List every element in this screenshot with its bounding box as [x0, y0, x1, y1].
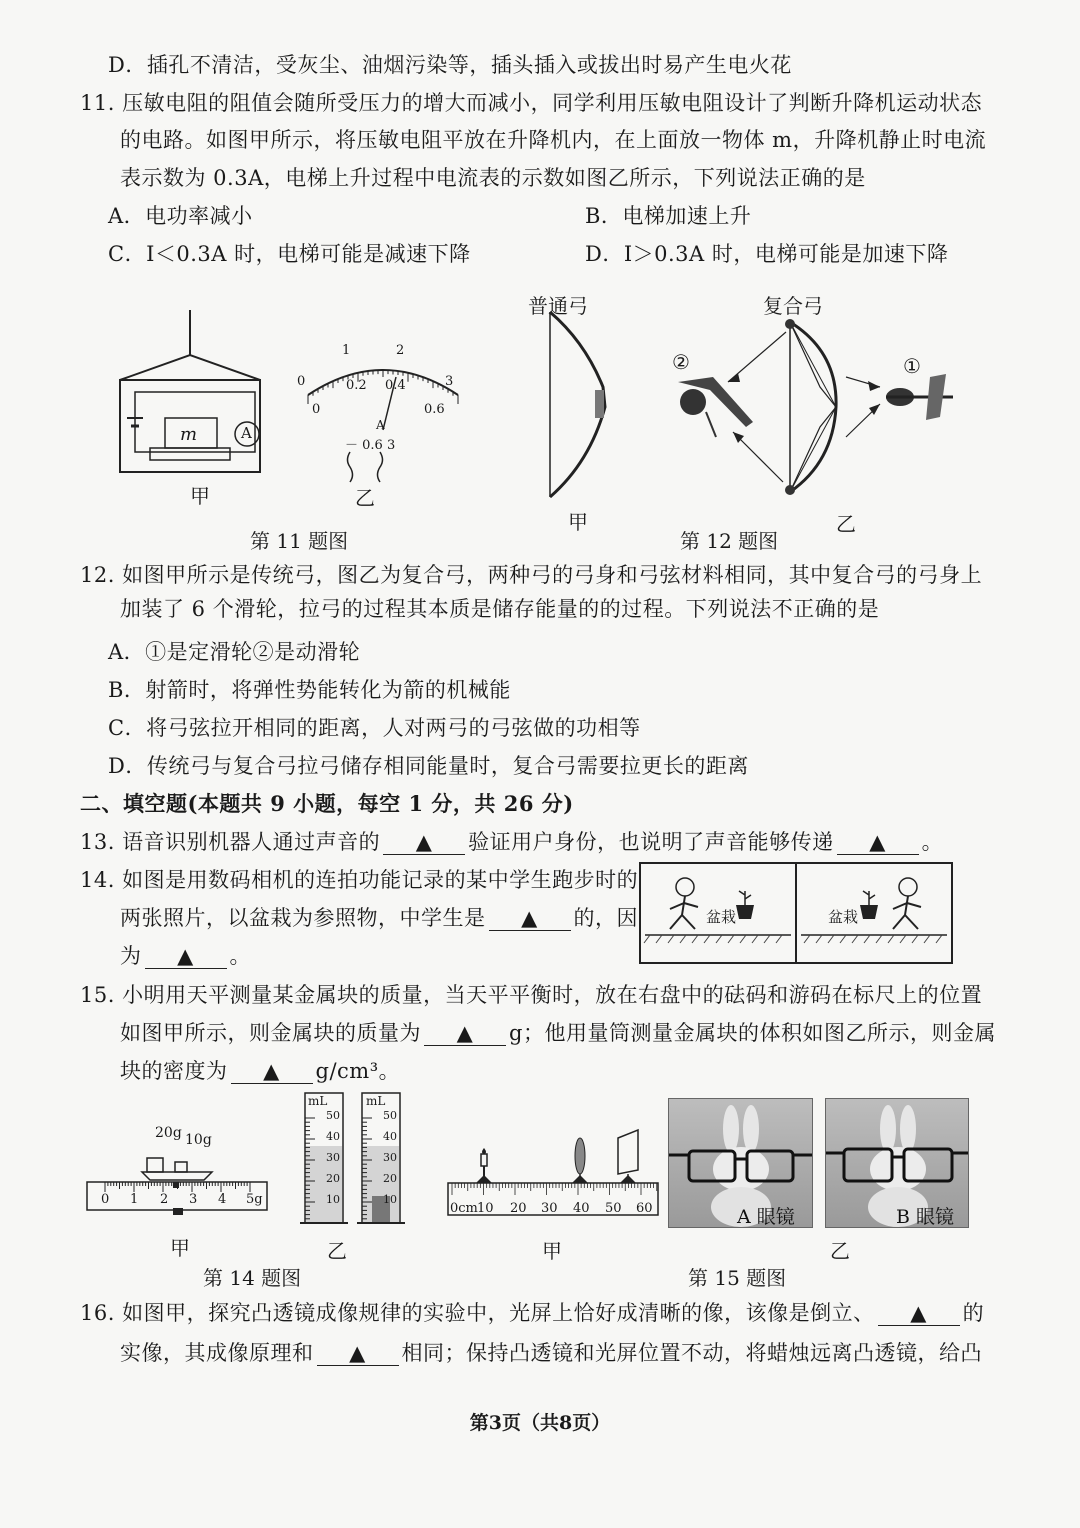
q15-blank-1[interactable]: ▲	[424, 1021, 506, 1046]
pot-label-1: 盆栽	[706, 908, 737, 926]
q12-stem-2: 加装了 6 个滑轮，拉弓的过程其本质是储存能量的的过程。下列说法不正确的是	[120, 597, 880, 621]
balance-scale-3: 3	[189, 1192, 198, 1207]
glasses-photo-a	[668, 1098, 813, 1228]
q15-line-2	[120, 1018, 996, 1048]
q11-stem-1: 压敏电阻的阻值会随所受压力的增大而减小，同学利用压敏电阻设计了判断升降机运动状态	[122, 91, 983, 115]
fig12-jia-label: 甲	[568, 510, 588, 534]
q12-line-1	[80, 560, 982, 590]
q13-part3: 。	[921, 830, 944, 854]
fig11-yi-label: 乙	[355, 486, 375, 510]
q15-text-2a: 如图甲所示，则金属块的质量为	[120, 1021, 421, 1045]
meter-top-0: 0	[297, 374, 306, 389]
bench-scale-0: 0cm	[450, 1201, 478, 1216]
q15-line-1	[80, 980, 982, 1010]
cyl2-40: 40	[383, 1130, 397, 1143]
q15-blank-2[interactable]: ▲	[231, 1059, 313, 1084]
cyl1-40: 40	[326, 1130, 340, 1143]
q16-text-2b: 相同；保持凸透镜和光屏位置不动，将蜡烛远离凸透镜，给凸	[401, 1341, 982, 1365]
bench-scale-60: 60	[636, 1201, 653, 1216]
q11-line-1	[80, 88, 982, 118]
q15-line-3	[120, 1056, 400, 1086]
q15-text-3b: g/cm³。	[315, 1059, 401, 1083]
cyl1-30: 30	[326, 1151, 340, 1164]
q12-option-a: A．①是定滑轮②是动滑轮	[108, 640, 361, 664]
q16-text-1b: 的	[962, 1301, 985, 1325]
meter-top-3: 3	[445, 374, 454, 389]
fig12-caption: 第 12 题图	[680, 529, 779, 553]
cyl1-20: 20	[326, 1172, 340, 1185]
weight-20g: 20g	[155, 1125, 182, 1141]
normal-bow-drawing	[545, 312, 615, 502]
q12-number: 12.	[80, 563, 115, 587]
cyl2-50: 50	[383, 1109, 397, 1122]
q14-blank-2[interactable]: ▲	[145, 944, 227, 969]
glasses-a-label: A 眼镜	[737, 1206, 795, 1228]
glasses-b-label: B 眼镜	[896, 1206, 955, 1228]
q13-part1: 语音识别机器人通过声音的	[122, 830, 381, 854]
q16-text-2a: 实像，其成像原理和	[120, 1341, 314, 1365]
q15-text-1: 小明用天平测量某金属块的质量，当天平平衡时，放在右盘中的砝码和游码在标尺上的位置	[122, 983, 983, 1007]
q14-blank-1[interactable]: ▲	[489, 906, 571, 931]
q12-option-d: D．传统弓与复合弓拉弓储存相同能量时，复合弓需要拉更长的距离	[108, 754, 749, 778]
meter-wires	[345, 452, 395, 482]
q13-line	[80, 827, 943, 857]
meter-terminals: － 0.6 3	[345, 438, 396, 453]
bench-scale-50: 50	[605, 1201, 622, 1216]
meter-bottom-04: 0.4	[385, 378, 406, 393]
cyl2-20: 20	[383, 1172, 397, 1185]
q16-text-1a: 如图甲，探究凸透镜成像规律的实验中，光屏上恰好成清晰的像，该像是倒立、	[122, 1301, 875, 1325]
balance-scale-4: 4	[218, 1192, 227, 1207]
pot-label-2: 盆栽	[828, 908, 859, 926]
q11-option-d: D．I＞0.3A 时，电梯可能是加速下降	[585, 242, 949, 266]
q15-number: 15.	[80, 983, 115, 1007]
fig15-yi-label: 乙	[830, 1239, 850, 1263]
q12-option-b: B．射箭时，将弹性势能转化为箭的机械能	[108, 678, 511, 702]
q12-stem-1: 如图甲所示是传统弓，图乙为复合弓，两种弓的弓身和弓弦材料相同，其中复合弓的弓身上	[122, 563, 983, 587]
fig14-jia-label: 甲	[170, 1236, 190, 1260]
balance-scale-figure	[87, 1140, 272, 1215]
q14-line-1	[80, 865, 638, 895]
glasses-photo-b	[825, 1098, 969, 1228]
q14-text-1: 如图是用数码相机的连拍功能记录的某中学生跑步时的	[122, 868, 639, 892]
fig14-yi-label: 乙	[327, 1239, 347, 1263]
fig15-caption: 第 15 题图	[688, 1266, 787, 1290]
balance-scale-1: 1	[130, 1192, 139, 1207]
q14-line-2	[120, 903, 638, 933]
fig14-caption: 第 14 题图	[203, 1266, 302, 1290]
q16-number: 16.	[80, 1301, 115, 1325]
compound-bow-label: 复合弓	[763, 294, 823, 318]
section-2-title: 二、填空题(本题共 9 小题，每空 1 分，共 26 分)	[80, 791, 574, 816]
cylinder2-unit: mL	[366, 1094, 386, 1108]
q11-option-c: C．I＜0.3A 时，电梯可能是减速下降	[108, 242, 471, 266]
meter-bottom-02: 0.2	[346, 378, 367, 393]
meter-top-1: 1	[342, 343, 351, 358]
cyl1-10: 10	[326, 1193, 340, 1206]
q14-text-3a: 为	[120, 944, 142, 968]
weight-10g: 10g	[185, 1132, 212, 1148]
runner-photos	[640, 863, 952, 963]
pulley-1-label: ①	[903, 354, 921, 378]
fig11-jia-label: 甲	[190, 484, 210, 508]
q16-line-2	[120, 1338, 982, 1368]
q16-line-1	[80, 1298, 984, 1328]
q11-option-a: A．电功率减小	[108, 204, 253, 228]
elevator-circuit-diagram	[115, 310, 275, 480]
q11-option-b: B．电梯加速上升	[585, 204, 752, 228]
cyl2-30: 30	[383, 1151, 397, 1164]
normal-bow-label: 普通弓	[528, 294, 588, 318]
fig15-jia-label: 甲	[542, 1239, 562, 1263]
meter-center-label: A	[376, 418, 385, 432]
bench-scale-10: 10	[477, 1201, 494, 1216]
q14-text-2a: 两张照片，以盆栽为参照物，中学生是	[120, 906, 486, 930]
q11-stem-3: 表示数为 0.3A，电梯上升过程中电流表的示数如图乙所示，下列说法正确的是	[120, 166, 866, 190]
balance-scale-0: 0	[101, 1192, 110, 1207]
q14-text-3b: 。	[229, 944, 251, 968]
fig12-yi-label: 乙	[836, 512, 856, 536]
q10-option-d: D．插孔不清洁，受灰尘、油烟污染等，插头插入或拔出时易产生电火花	[108, 53, 792, 77]
q13-blank-1[interactable]: ▲	[383, 830, 465, 855]
ammeter-label: A	[241, 424, 252, 442]
q16-blank-1[interactable]: ▲	[878, 1301, 960, 1326]
bench-scale-40: 40	[573, 1201, 590, 1216]
q15-text-2b: g；他用量筒测量金属块的体积如图乙所示，则金属	[509, 1021, 996, 1045]
page-footer: 第3页（共8页）	[469, 1412, 611, 1434]
q11-stem-2: 的电路。如图甲所示，将压敏电阻平放在升降机内，在上面放一物体 m，升降机静止时电流	[120, 128, 987, 152]
meter-top-2: 2	[396, 343, 405, 358]
cylinder1-unit: mL	[308, 1094, 328, 1108]
mass-label: m	[180, 424, 198, 445]
compound-bow-drawing	[668, 312, 958, 502]
q15-text-3a: 块的密度为	[120, 1059, 228, 1083]
balance-scale-5: 5g	[246, 1192, 263, 1207]
q11-number: 11.	[80, 91, 115, 115]
q13-blank-2[interactable]: ▲	[837, 830, 919, 855]
meter-bottom-06: 0.6	[424, 402, 445, 417]
pulley-2-label: ②	[672, 350, 690, 374]
bench-scale-30: 30	[541, 1201, 558, 1216]
bench-scale-20: 20	[510, 1201, 527, 1216]
q12-option-c: C．将弓弦拉开相同的距离，人对两弓的弓弦做的功相等	[108, 716, 641, 740]
meter-bottom-0: 0	[312, 402, 321, 417]
cyl1-50: 50	[326, 1109, 340, 1122]
q14-number: 14.	[80, 868, 115, 892]
q14-text-2b: 的，因	[573, 906, 638, 930]
q14-line-3	[120, 941, 251, 971]
fig11-caption: 第 11 题图	[250, 529, 349, 553]
q13-number: 13.	[80, 830, 115, 854]
q16-blank-2[interactable]: ▲	[317, 1341, 399, 1366]
balance-scale-2: 2	[160, 1192, 169, 1207]
q13-part2: 验证用户身份，也说明了声音能够传递	[468, 830, 834, 854]
cyl2-10: 10	[383, 1193, 397, 1206]
